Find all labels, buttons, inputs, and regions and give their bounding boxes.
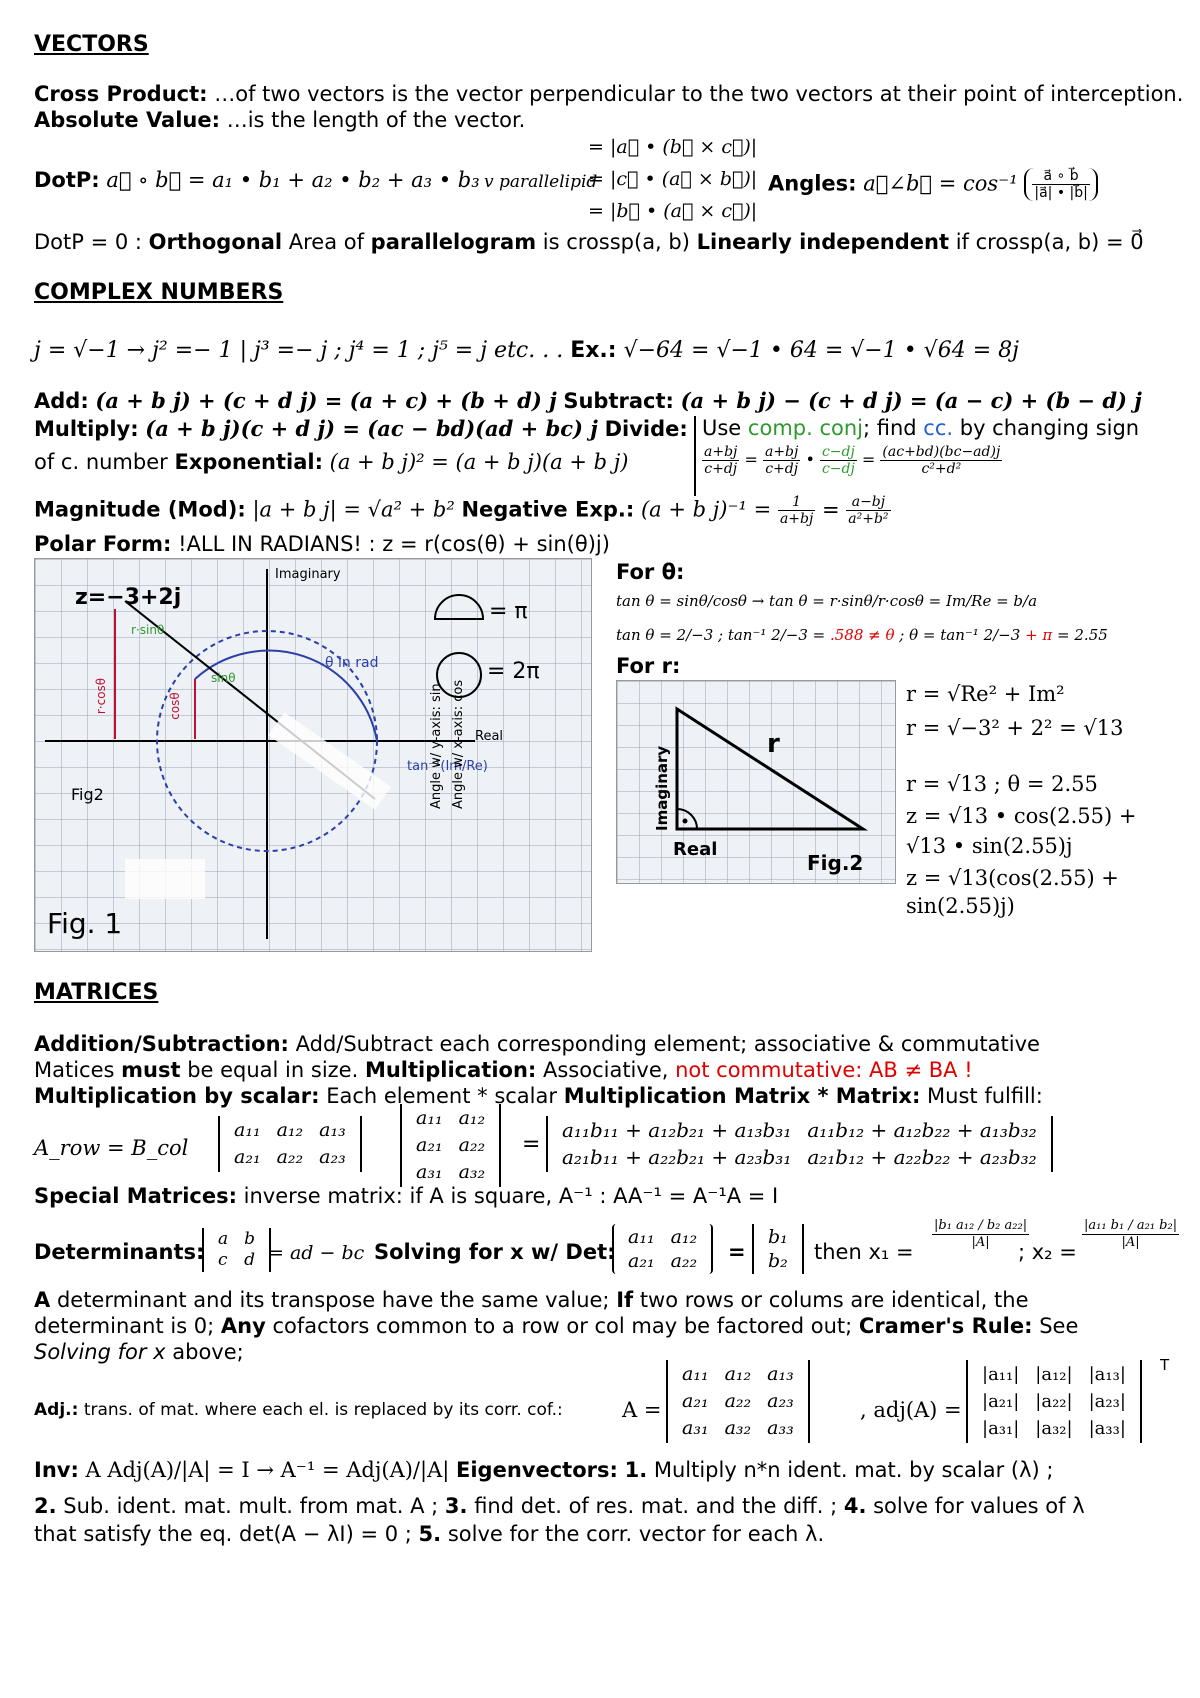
fig1-theta-label: θ in rad <box>325 655 379 671</box>
matrix-cell: a₂₃ <box>767 1390 794 1412</box>
for-theta-heading: For θ: <box>616 560 685 584</box>
fig1-sin-label: sinθ <box>211 671 236 685</box>
angles-fraction: $\frac{a⃗ \circ b⃗}{|a⃗| • |b⃗|}$ <box>1024 168 1098 201</box>
polar-form-line: Polar Form: !ALL IN RADIANS! : z = r(cos(θ) + sin(θ)j) <box>34 532 610 556</box>
cross-product-line <box>34 82 1183 106</box>
matrix-cell: a₃₂ <box>724 1417 752 1439</box>
matrix-cell: a₁₂ <box>276 1119 304 1141</box>
dotp-line: DotP: a⃗ ∘ b⃗ = a₁ • b₁ + a₂ • b₂ + a₃ • b₃ <box>34 168 480 192</box>
matrix-product <box>546 1116 1053 1172</box>
det-rule-line-2: determinant is 0; Any cofactors common to a row or col may be factored out; Cramer's Rule: See <box>34 1314 1079 1338</box>
matrix-cell: a₁₁ <box>628 1226 655 1248</box>
theta-line-2: tan θ = 2/−3 ; tan⁻¹ 2/−3 = .588 ≠ θ ; θ = tan⁻¹ 2/−3 + π = 2.55 <box>616 626 1108 644</box>
det-rule-line-1: A determinant and its transpose have the same value; If two rows or colums are identical, the <box>34 1288 1029 1312</box>
det-result: = ad − bc <box>268 1242 365 1264</box>
matrix-cell: a₂₂ <box>458 1134 486 1156</box>
matrix-cell: a₁₁b₁₁ + a₁₂b₂₁ + a₁₃b₃₁ <box>562 1118 792 1142</box>
angles-line: Angles: a⃗∠b⃗ = cos⁻¹ $\frac{a⃗ \circ b⃗}{|a⃗| • |b⃗|}$ <box>768 168 1098 201</box>
vpar-formula-1: = |a⃗ • (b⃗ × c⃗)| <box>588 136 758 158</box>
matrix-cell: |a₁₂| <box>1035 1364 1073 1385</box>
fig2-real-label: Real <box>673 839 718 860</box>
matrix-cell: a₂₃ <box>319 1146 346 1168</box>
matrix-b <box>400 1104 501 1187</box>
x1-label: then x₁ = <box>814 1240 914 1264</box>
addition-line: Addition/Subtraction: Add/Subtract each corresponding element; associative & commutative <box>34 1032 1040 1056</box>
complex-heading: COMPLEX NUMBERS <box>34 280 284 305</box>
matrix-cell: a₂₁ <box>234 1146 261 1168</box>
matrix-cell: |a₁₁| <box>982 1364 1020 1385</box>
matrix-cell: a₁₂ <box>458 1107 486 1129</box>
matrix-cell: a₁₂ <box>724 1363 752 1385</box>
size-multiplication-line: Matices must be equal in size. Multiplication: Associative, not commutative: AB ≠ BA ! <box>34 1058 973 1082</box>
matrix-cell: a₁₁ <box>682 1363 709 1385</box>
r-line-4: z = √13 • cos(2.55) + <box>906 804 1137 828</box>
r-line-6: z = √13(cos(2.55) + <box>906 866 1119 890</box>
solve-b-vector <box>752 1224 804 1274</box>
for-r-heading: For r: <box>616 654 681 678</box>
matrix-cell: a₃₃ <box>767 1417 794 1439</box>
eigen-line-2: 2. Sub. ident. mat. mult. from mat. A ; 3. find det. of res. mat. and the diff. ; 4. solve for values of λ <box>34 1494 1085 1518</box>
fig2-r-label: r <box>767 729 780 759</box>
equals-sign: = <box>522 1132 541 1157</box>
matrix-cell: a₁₁b₁₂ + a₁₂b₂₂ + a₁₃b₃₂ <box>807 1118 1037 1142</box>
x2-label: ; x₂ = <box>1018 1240 1077 1264</box>
adjugate-line: Adj.: trans. of mat. where each el. is replaced by its corr. cof.: <box>34 1400 563 1420</box>
matrix-a <box>218 1116 362 1172</box>
special-matrices-line: Special Matrices: inverse matrix: if A is square, A⁻¹ : AA⁻¹ = A⁻¹A = I <box>34 1184 779 1208</box>
x2-fraction: $\frac{\text{|a₁₁ b₁ / a₂₁ b₂|}}{|A|}$ <box>1084 1218 1178 1250</box>
j-powers-line: j = √−1 → j² =− 1 | j³ =− j ; j⁴ = 1 ; j⁵ = j etc. . . Ex.: √−64 = √−1 • 64 = √−1 • √64 = 8j <box>34 338 1019 363</box>
matrix-cell: |a₃₁| <box>982 1418 1020 1439</box>
adj-equals: , adj(A) = <box>860 1398 962 1422</box>
determinants-label: Determinants: <box>34 1240 205 1264</box>
arow-bcol: A_row = B_col <box>34 1136 189 1160</box>
matrix-cell: a₁₂ <box>670 1226 698 1248</box>
matrix-cell: b₁ <box>768 1226 788 1248</box>
matrix-cell: a₂₁ <box>628 1250 655 1272</box>
matrix-cell: c <box>218 1250 228 1270</box>
vpar-formula-3: = |b⃗ • (a⃗ × c⃗)| <box>588 200 758 222</box>
fig1-2pi-label: = 2π <box>487 659 540 684</box>
fig1-imaginary-label: Imaginary <box>275 567 341 582</box>
eigen-line-3: that satisfy the eq. det(A − λI) = 0 ; 5. solve for the corr. vector for each λ. <box>34 1522 825 1546</box>
fig1-photo <box>34 558 592 952</box>
fig1-z-label: z=−3+2j <box>75 585 182 610</box>
fig1-angle-x: Angle w/ x-axis: cos <box>451 679 466 809</box>
det-rule-line-3: Solving for x above; <box>34 1340 244 1364</box>
matrix-cell: a₂₂ <box>276 1146 304 1168</box>
adj-matrix-a <box>666 1360 810 1443</box>
matrix-cell: |a₂₁| <box>982 1391 1020 1412</box>
r-line-1: r = √Re² + Im² <box>906 682 1065 706</box>
fig2-imaginary-label: Imaginary <box>653 745 671 831</box>
angles-formula: a⃗∠b⃗ = cos⁻¹ <box>863 171 1018 196</box>
absolute-value-text: …is the length of the vector. <box>220 108 526 132</box>
x1-fraction: $\frac{\text{|b₁ a₁₂ / b₂ a₂₂|}}{|A|}$ <box>934 1218 1028 1250</box>
fig1-real-label: Real <box>475 729 504 744</box>
matrix-cell: |a₁₃| <box>1088 1364 1126 1385</box>
matrix-cell: |a₃₂| <box>1035 1418 1073 1439</box>
r-line-2: r = √−3² + 2² = √13 <box>906 716 1124 740</box>
matrix-cell: a₃₁ <box>416 1161 443 1183</box>
adj-a-label: A = <box>622 1398 662 1422</box>
solving-label: Solving for x w/ Det: <box>374 1240 616 1264</box>
matrix-cell: |a₂₂| <box>1035 1391 1073 1412</box>
fig1-caption: Fig. 1 <box>47 907 123 940</box>
fig1-fig2-label: Fig2 <box>71 785 104 804</box>
exponential-line: of c. number Exponential: (a + b j)² = (a + b j)(a + b j) <box>34 450 629 474</box>
matrix-cell: a₃₁ <box>682 1417 709 1439</box>
matrix-cell: a₂₂ <box>724 1390 752 1412</box>
r-line-5: √13 • sin(2.55)j <box>906 834 1073 858</box>
scalar-line: Multiplication by scalar: Each element * scalar Multiplication Matrix * Matrix: Must fulfill: <box>34 1084 1043 1108</box>
matrix-cell: a₁₁ <box>234 1119 261 1141</box>
matrix-cell: b <box>244 1229 256 1249</box>
matrix-cell: a₂₁ <box>682 1390 709 1412</box>
cross-product-label: Cross Product: <box>34 82 208 106</box>
fig1-rcos-label: r·cosθ <box>94 677 109 715</box>
solve-equals: = <box>728 1240 746 1264</box>
vectors-summary-line: DotP = 0 : Orthogonal Area of parallelogram is crossp(a, b) Linearly independent if crossp(a, b) = 0⃗ <box>34 230 1144 254</box>
inverse-eigen-line: Inv: A Adj(A)/|A| = I → A⁻¹ = Adj(A)/|A| Eigenvectors: 1. Multiply n*n ident. mat. by scalar (λ) ; <box>34 1458 1054 1482</box>
matrix-cell: a₂₂ <box>670 1250 698 1272</box>
matrix-cell: a₂₁ <box>416 1134 443 1156</box>
r-line-3: r = √13 ; θ = 2.55 <box>906 772 1098 796</box>
matrix-cell: a₃₂ <box>458 1161 486 1183</box>
det-matrix <box>202 1228 271 1272</box>
matrix-cell: a₂₁b₁₂ + a₂₂b₂₂ + a₂₃b₃₂ <box>807 1145 1037 1169</box>
matrix-cell: |a₂₃| <box>1088 1391 1126 1412</box>
fig1-cos-label: cosθ <box>167 692 182 720</box>
dotp-formula: a⃗ ∘ b⃗ = a₁ • b₁ + a₂ • b₂ + a₃ • b₃ <box>106 168 480 192</box>
vpar-formula-2: = |c⃗ • (a⃗ × b⃗)| <box>588 168 758 190</box>
matrix-cell: a₁₃ <box>319 1119 346 1141</box>
cross-product-text: …of two vectors is the vector perpendicular to the two vectors at their point of interception. <box>207 82 1184 106</box>
absolute-value-line <box>34 108 525 132</box>
vectors-heading: VECTORS <box>34 32 149 57</box>
adj-transpose: T <box>1160 1356 1170 1374</box>
matrix-cell: d <box>244 1250 256 1270</box>
vparallelipid-label: v parallelipid <box>484 172 598 192</box>
matrix-cell: |a₃₃| <box>1088 1418 1126 1439</box>
r-line-7: sin(2.55)j) <box>906 894 1015 918</box>
fig1-tan-label: tan⁻¹(Im/Re) <box>407 759 488 774</box>
matrix-cell: a₁₃ <box>767 1363 794 1385</box>
fig2-caption: Fig.2 <box>807 851 864 875</box>
matrix-cell: b₂ <box>768 1250 788 1272</box>
add-subtract-line: Add: (a + b j) + (c + d j) = (a + c) + (b + d) j Subtract: (a + b j) − (c + d j) = (a − c) + (b − d) j <box>34 388 1142 413</box>
absolute-value-label: Absolute Value: <box>34 108 221 132</box>
adj-matrix-cof <box>966 1360 1142 1443</box>
matrix-cell: a <box>218 1229 229 1249</box>
matrix-cell: a₁₁ <box>416 1107 443 1129</box>
multiply-line: Multiply: (a + b j)(c + d j) = (ac − bd)(ad + bc) j Divide: <box>34 416 688 441</box>
fig1-rsin-label: r·sinθ <box>131 623 165 637</box>
divide-box: Use comp. conj; find cc. by changing sign $\frac{a+bj}{c+dj}$ = $\frac{a+bj}{c+dj}$ • $\frac{c-dj}{c-dj}$ = $\frac{(ac+bd)(bc-ad)j}{\text{c²+d²}}$ <box>694 416 1139 496</box>
fig1-pi-label: = π <box>489 599 528 624</box>
solve-matrix <box>612 1224 713 1274</box>
example-formula: √−64 = √−1 • 64 = √−1 • √64 = 8j <box>623 338 1019 363</box>
fig1-angle-y: Angle w/ y-axis: sin <box>429 683 444 809</box>
fig2-photo <box>616 680 896 884</box>
matrix-cell: a₂₁b₁₁ + a₂₂b₂₁ + a₂₃b₃₁ <box>562 1145 792 1169</box>
theta-line-1: tan θ = sinθ/cosθ → tan θ = r·sinθ/r·cosθ = Im/Re = b/a <box>616 592 1038 610</box>
magnitude-line: Magnitude (Mod): |a + b j| = √a² + b² Negative Exp.: (a + b j)⁻¹ = $\frac{1}{a+bj}$ = $\frac{a-bj}{\text{a²+b²}}$ <box>34 494 889 527</box>
matrices-heading: MATRICES <box>34 980 159 1005</box>
